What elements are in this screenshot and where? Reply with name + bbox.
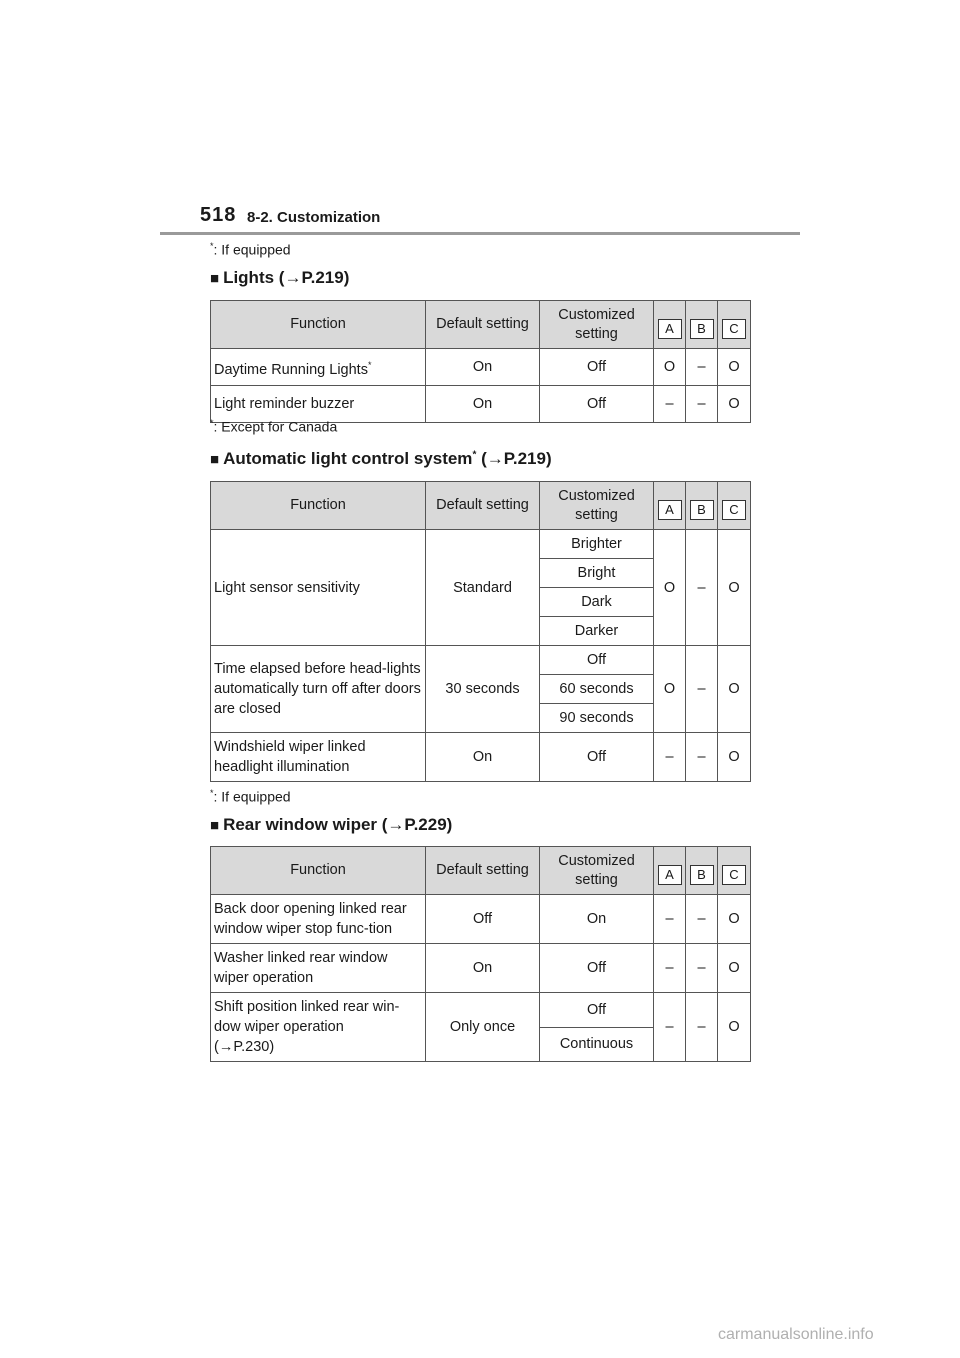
b-cell: –	[686, 349, 718, 386]
option-cell: 90 seconds	[540, 704, 654, 733]
customized-cell: Off	[540, 349, 654, 386]
c-cell: O	[718, 349, 751, 386]
b-cell: –	[686, 386, 718, 423]
default-cell: Off	[426, 895, 540, 944]
table-row	[211, 895, 751, 944]
col-a: A	[654, 301, 686, 349]
default-cell: On	[426, 733, 540, 782]
default-cell: On	[426, 386, 540, 423]
customized-cell: Off	[540, 386, 654, 423]
c-cell: O	[718, 386, 751, 423]
a-cell: –	[654, 944, 686, 993]
col-customized: Customized setting	[540, 301, 654, 349]
b-cell: –	[686, 993, 718, 1062]
default-cell: On	[426, 944, 540, 993]
col-b: B	[686, 847, 718, 895]
col-default: Default setting	[426, 301, 540, 349]
col-c: C	[718, 301, 751, 349]
page-number: 518	[200, 204, 237, 226]
table-row	[211, 993, 751, 1028]
arrow-icon: →	[486, 449, 504, 468]
a-cell: –	[654, 993, 686, 1062]
function-cell: Light sensor sensitivity	[211, 530, 426, 646]
customized-cell: Off	[540, 733, 654, 782]
function-cell: Time elapsed before head-lights automatically turn off after doors are closed	[211, 646, 426, 733]
option-cell: Bright	[540, 559, 654, 588]
table-header-row	[211, 301, 751, 349]
option-cell: Off	[540, 646, 654, 675]
function-cell: Light reminder buzzer	[211, 386, 426, 423]
footnote-except-canada: *: Except for Canada	[210, 418, 338, 435]
col-a: A	[654, 847, 686, 895]
function-cell: Windshield wiper linked headlight illumination	[211, 733, 426, 782]
col-customized: Customized setting	[540, 482, 654, 530]
lights-heading: ■ Lights (→P.219)	[210, 268, 350, 287]
table-row	[211, 733, 751, 782]
table-header-row	[211, 847, 751, 895]
a-cell: –	[654, 895, 686, 944]
default-cell: Standard	[426, 530, 540, 646]
arrow-icon: →	[218, 1039, 234, 1055]
c-cell: O	[718, 733, 751, 782]
arrow-icon: →	[284, 268, 302, 287]
b-cell: –	[686, 895, 718, 944]
col-customized: Customized setting	[540, 847, 654, 895]
default-cell: On	[426, 349, 540, 386]
table-row	[211, 530, 751, 559]
col-c: C	[718, 847, 751, 895]
col-function: Function	[211, 847, 426, 895]
header-rule	[160, 232, 800, 235]
square-bullet-icon: ■	[210, 451, 220, 468]
c-cell: O	[718, 993, 751, 1062]
b-cell: –	[686, 733, 718, 782]
customized-cell: On	[540, 895, 654, 944]
function-cell: Shift position linked rear win-dow wiper operation (→P.230)	[211, 993, 426, 1062]
rear-wiper-table	[210, 846, 751, 1062]
c-cell: O	[718, 944, 751, 993]
col-c: C	[718, 482, 751, 530]
c-cell: O	[718, 530, 751, 646]
default-cell: Only once	[426, 993, 540, 1062]
b-cell: –	[686, 944, 718, 993]
col-b: B	[686, 482, 718, 530]
b-cell: –	[686, 646, 718, 733]
watermark: carmanualsonline.info	[718, 1326, 874, 1343]
a-cell: O	[654, 646, 686, 733]
option-cell: Brighter	[540, 530, 654, 559]
table-row	[211, 646, 751, 675]
table-row	[211, 349, 751, 386]
auto-light-heading: ■ Automatic light control system* (→P.219)	[210, 449, 552, 468]
a-cell: –	[654, 733, 686, 782]
option-cell: Dark	[540, 588, 654, 617]
footnote-if-equipped-auto: *: If equipped	[210, 788, 291, 805]
option-cell: Off	[540, 993, 654, 1028]
col-function: Function	[211, 301, 426, 349]
option-cell: Continuous	[540, 1027, 654, 1062]
col-b: B	[686, 301, 718, 349]
function-cell: Back door opening linked rear window wiper stop func-tion	[211, 895, 426, 944]
c-cell: O	[718, 646, 751, 733]
col-default: Default setting	[426, 847, 540, 895]
a-cell: –	[654, 386, 686, 423]
col-function: Function	[211, 482, 426, 530]
option-cell: Darker	[540, 617, 654, 646]
a-cell: O	[654, 530, 686, 646]
customized-cell: Off	[540, 944, 654, 993]
function-cell: Washer linked rear window wiper operation	[211, 944, 426, 993]
a-cell: O	[654, 349, 686, 386]
table-row	[211, 944, 751, 993]
col-default: Default setting	[426, 482, 540, 530]
lights-table	[210, 300, 751, 423]
table-header-row	[211, 482, 751, 530]
square-bullet-icon: ■	[210, 817, 220, 834]
default-cell: 30 seconds	[426, 646, 540, 733]
auto-light-table	[210, 481, 751, 782]
function-cell: Daytime Running Lights*	[211, 349, 426, 386]
arrow-icon: →	[387, 815, 405, 834]
square-bullet-icon: ■	[210, 270, 220, 287]
section-title: 8-2. Customization	[247, 209, 381, 226]
col-a: A	[654, 482, 686, 530]
footnote-if-equipped-top: *: If equipped	[210, 241, 291, 258]
c-cell: O	[718, 895, 751, 944]
option-cell: 60 seconds	[540, 675, 654, 704]
table-row	[211, 386, 751, 423]
b-cell: –	[686, 530, 718, 646]
rear-wiper-heading: ■ Rear window wiper (→P.229)	[210, 815, 453, 834]
